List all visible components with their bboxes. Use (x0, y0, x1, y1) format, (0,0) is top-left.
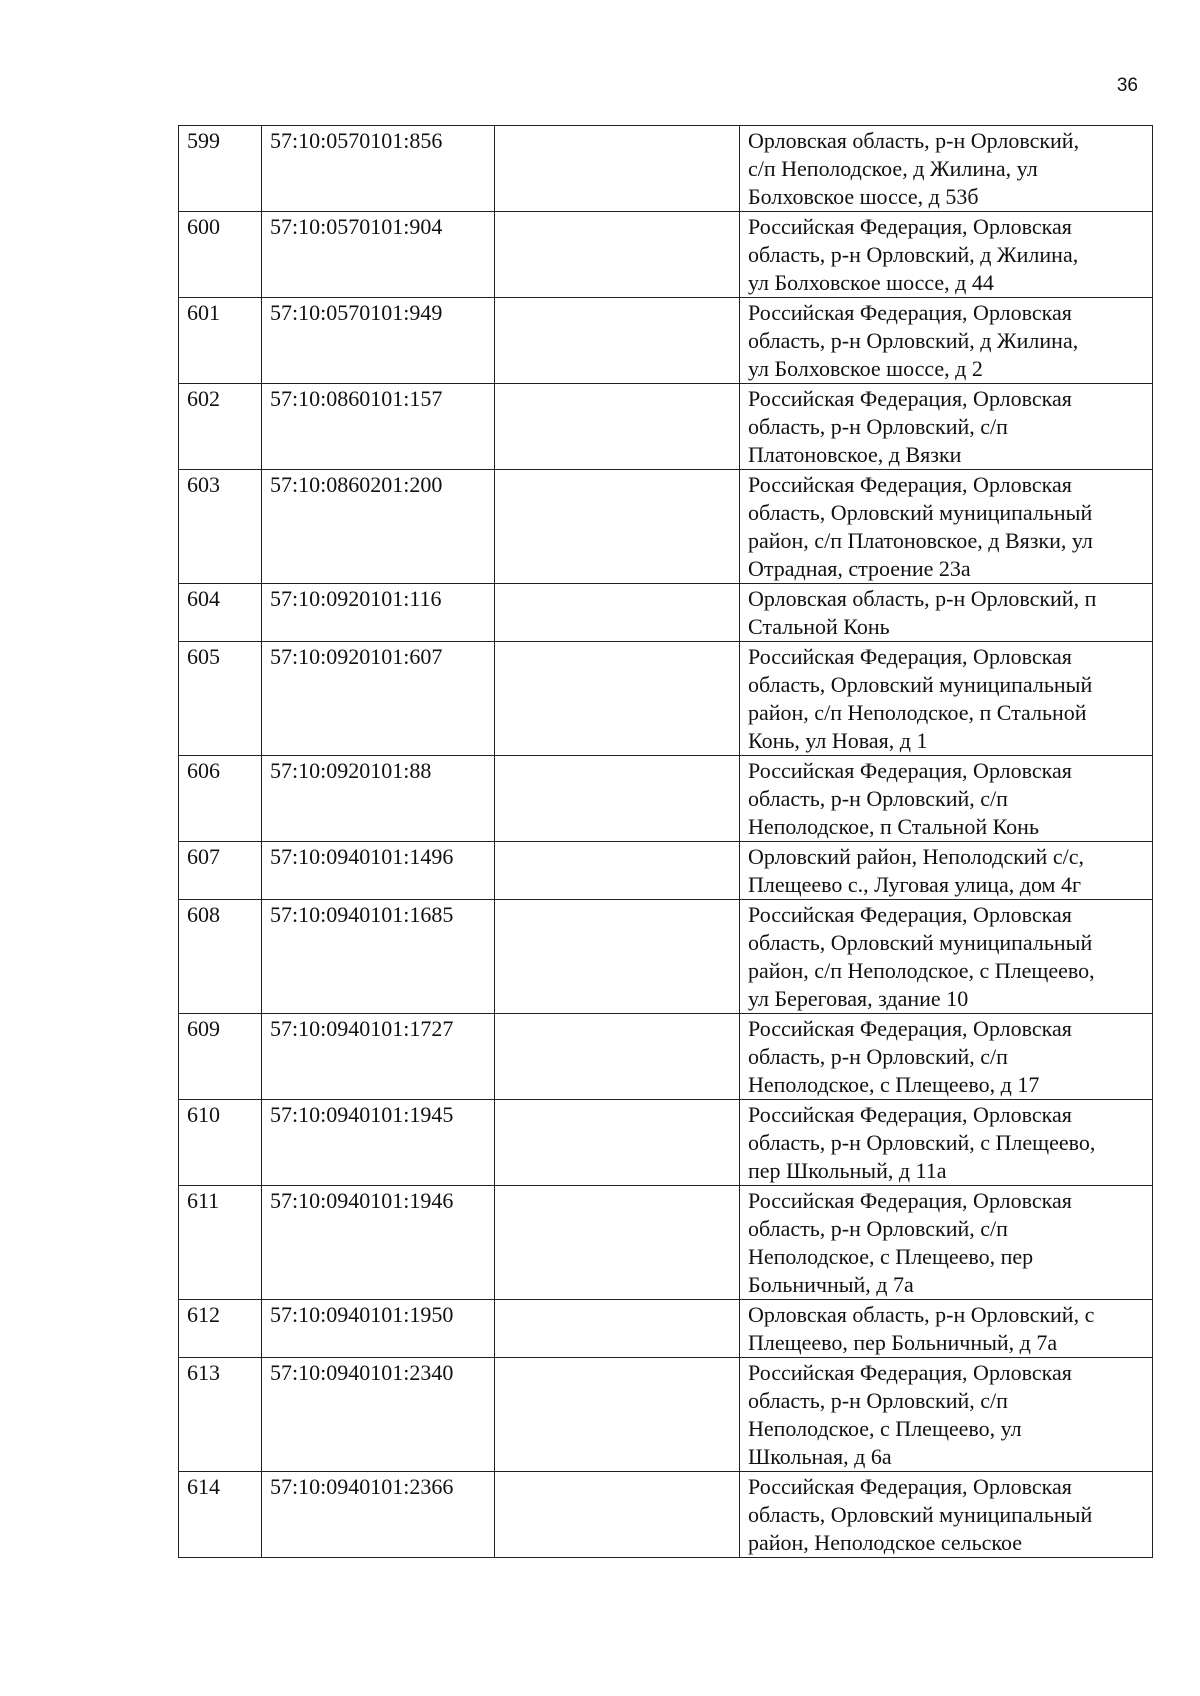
cadastral-number-cell: 57:10:0940101:2340 (262, 1358, 495, 1472)
cadastral-number-cell: 57:10:0940101:1496 (262, 842, 495, 900)
empty-cell (495, 756, 740, 842)
address-line: Российская Федерация, Орловская (748, 1016, 1072, 1041)
address-line: ул Болховское шоссе, д 44 (748, 270, 994, 295)
row-number-cell: 613 (179, 1358, 262, 1472)
table-row (179, 298, 1153, 384)
address-line: Неполодское, с Плещеево, ул (748, 1416, 1022, 1441)
empty-cell (495, 900, 740, 1014)
row-number-cell: 605 (179, 642, 262, 756)
cadastral-number-cell: 57:10:0860101:157 (262, 384, 495, 470)
table-row (179, 470, 1153, 584)
address-line: Российская Федерация, Орловская (748, 300, 1072, 325)
table-row (179, 1472, 1153, 1558)
row-number-cell: 609 (179, 1014, 262, 1100)
table-row (179, 384, 1153, 470)
address-line: район, с/п Неполодское, с Плещеево, (748, 958, 1095, 983)
empty-cell (495, 1014, 740, 1100)
address-line: Болховское шоссе, д 53б (748, 184, 979, 209)
table-row (179, 642, 1153, 756)
table-row (179, 1014, 1153, 1100)
table-row (179, 842, 1153, 900)
empty-cell (495, 470, 740, 584)
empty-cell (495, 642, 740, 756)
table-row (179, 1100, 1153, 1186)
address-line: ул Береговая, здание 10 (748, 986, 969, 1011)
address-line: область, Орловский муниципальный (748, 930, 1093, 955)
cadastral-number-cell: 57:10:0920101:116 (262, 584, 495, 642)
address-line: Плещеево с., Луговая улица, дом 4г (748, 872, 1081, 897)
cadastral-number-cell: 57:10:0860201:200 (262, 470, 495, 584)
cadastral-number-cell: 57:10:0920101:88 (262, 756, 495, 842)
address-cell (740, 1100, 1153, 1186)
empty-cell (495, 1186, 740, 1300)
address-line: область, р-н Орловский, д Жилина, (748, 328, 1079, 353)
address-line: Российская Федерация, Орловская (748, 214, 1072, 239)
address-line: Платоновское, д Вязки (748, 442, 962, 467)
address-line: область, Орловский муниципальный (748, 672, 1093, 697)
address-line: Орловская область, р-н Орловский, п (748, 586, 1097, 611)
page-number: 36 (1116, 75, 1138, 96)
address-line: Конь, ул Новая, д 1 (748, 728, 928, 753)
address-line: Российская Федерация, Орловская (748, 472, 1072, 497)
address-line: район, Неполодское сельское (748, 1530, 1023, 1555)
address-line: район, с/п Платоновское, д Вязки, ул (748, 528, 1093, 553)
address-line: Плещеево, пер Больничный, д 7а (748, 1330, 1058, 1355)
address-line: Российская Федерация, Орловская (748, 1474, 1072, 1499)
row-number-cell: 604 (179, 584, 262, 642)
table-row (179, 126, 1153, 212)
empty-cell (495, 584, 740, 642)
cadastral-number-cell: 57:10:0940101:1727 (262, 1014, 495, 1100)
cadastral-number-cell: 57:10:0570101:949 (262, 298, 495, 384)
address-line: Российская Федерация, Орловская (748, 758, 1072, 783)
table-row (179, 584, 1153, 642)
address-line: область, р-н Орловский, с/п (748, 1388, 1008, 1413)
address-cell (740, 584, 1153, 642)
address-line: Российская Федерация, Орловская (748, 644, 1072, 669)
row-number-cell: 612 (179, 1300, 262, 1358)
row-number-cell: 610 (179, 1100, 262, 1186)
table-row (179, 1358, 1153, 1472)
address-line: Отрадная, строение 23а (748, 556, 971, 581)
address-line: Орловская область, р-н Орловский, с (748, 1302, 1095, 1327)
address-cell (740, 1300, 1153, 1358)
empty-cell (495, 298, 740, 384)
address-line: область, Орловский муниципальный (748, 1502, 1093, 1527)
address-cell (740, 298, 1153, 384)
row-number-cell: 614 (179, 1472, 262, 1558)
empty-cell (495, 1358, 740, 1472)
address-line: область, Орловский муниципальный (748, 500, 1093, 525)
address-line: Российская Федерация, Орловская (748, 1188, 1072, 1213)
address-line: район, с/п Неполодское, п Стальной (748, 700, 1087, 725)
address-cell (740, 470, 1153, 584)
row-number-cell: 602 (179, 384, 262, 470)
address-line: Российская Федерация, Орловская (748, 902, 1072, 927)
address-line: Неполодское, п Стальной Конь (748, 814, 1039, 839)
empty-cell (495, 1100, 740, 1186)
cadastral-number-cell: 57:10:0570101:904 (262, 212, 495, 298)
empty-cell (495, 1472, 740, 1558)
cadastral-number-cell: 57:10:0940101:1945 (262, 1100, 495, 1186)
address-line: Неполодское, с Плещеево, д 17 (748, 1072, 1040, 1097)
table-row (179, 756, 1153, 842)
address-line: пер Школьный, д 11а (748, 1158, 947, 1183)
cadastral-number-cell: 57:10:0940101:1946 (262, 1186, 495, 1300)
address-line: Орловский район, Неполодский с/с, (748, 844, 1084, 869)
address-line: область, р-н Орловский, с/п (748, 1216, 1008, 1241)
address-line: Российская Федерация, Орловская (748, 386, 1072, 411)
address-cell (740, 212, 1153, 298)
address-line: область, р-н Орловский, д Жилина, (748, 242, 1079, 267)
address-cell (740, 384, 1153, 470)
address-cell (740, 900, 1153, 1014)
address-cell (740, 1186, 1153, 1300)
row-number-cell: 599 (179, 126, 262, 212)
address-cell (740, 756, 1153, 842)
address-line: Неполодское, с Плещеево, пер (748, 1244, 1034, 1269)
empty-cell (495, 126, 740, 212)
address-line: область, р-н Орловский, с/п (748, 1044, 1008, 1069)
empty-cell (495, 1300, 740, 1358)
table-row (179, 1300, 1153, 1358)
address-line: Школьная, д 6а (748, 1444, 892, 1469)
cadastral-number-cell: 57:10:0570101:856 (262, 126, 495, 212)
row-number-cell: 603 (179, 470, 262, 584)
registry-table-body (179, 126, 1153, 1558)
empty-cell (495, 212, 740, 298)
address-cell (740, 842, 1153, 900)
address-line: Орловская область, р-н Орловский, (748, 128, 1080, 153)
address-cell (740, 1014, 1153, 1100)
row-number-cell: 600 (179, 212, 262, 298)
row-number-cell: 606 (179, 756, 262, 842)
address-line: Российская Федерация, Орловская (748, 1102, 1072, 1127)
address-cell (740, 126, 1153, 212)
row-number-cell: 611 (179, 1186, 262, 1300)
row-number-cell: 601 (179, 298, 262, 384)
cadastral-number-cell: 57:10:0940101:1950 (262, 1300, 495, 1358)
cadastral-number-cell: 57:10:0940101:2366 (262, 1472, 495, 1558)
table-row (179, 900, 1153, 1014)
address-line: Стальной Конь (748, 614, 890, 639)
row-number-cell: 608 (179, 900, 262, 1014)
row-number-cell: 607 (179, 842, 262, 900)
address-line: Российская Федерация, Орловская (748, 1360, 1072, 1385)
address-line: с/п Неполодское, д Жилина, ул (748, 156, 1038, 181)
empty-cell (495, 842, 740, 900)
property-registry-table (178, 125, 1153, 1558)
address-line: область, р-н Орловский, с/п (748, 786, 1008, 811)
address-cell (740, 1472, 1153, 1558)
address-cell (740, 1358, 1153, 1472)
address-line: область, р-н Орловский, с/п (748, 414, 1008, 439)
address-line: ул Болховское шоссе, д 2 (748, 356, 983, 381)
cadastral-number-cell: 57:10:0940101:1685 (262, 900, 495, 1014)
table-row (179, 1186, 1153, 1300)
cadastral-number-cell: 57:10:0920101:607 (262, 642, 495, 756)
address-line: Больничный, д 7а (748, 1272, 914, 1297)
address-line: область, р-н Орловский, с Плещеево, (748, 1130, 1096, 1155)
address-cell (740, 642, 1153, 756)
empty-cell (495, 384, 740, 470)
table-row (179, 212, 1153, 298)
